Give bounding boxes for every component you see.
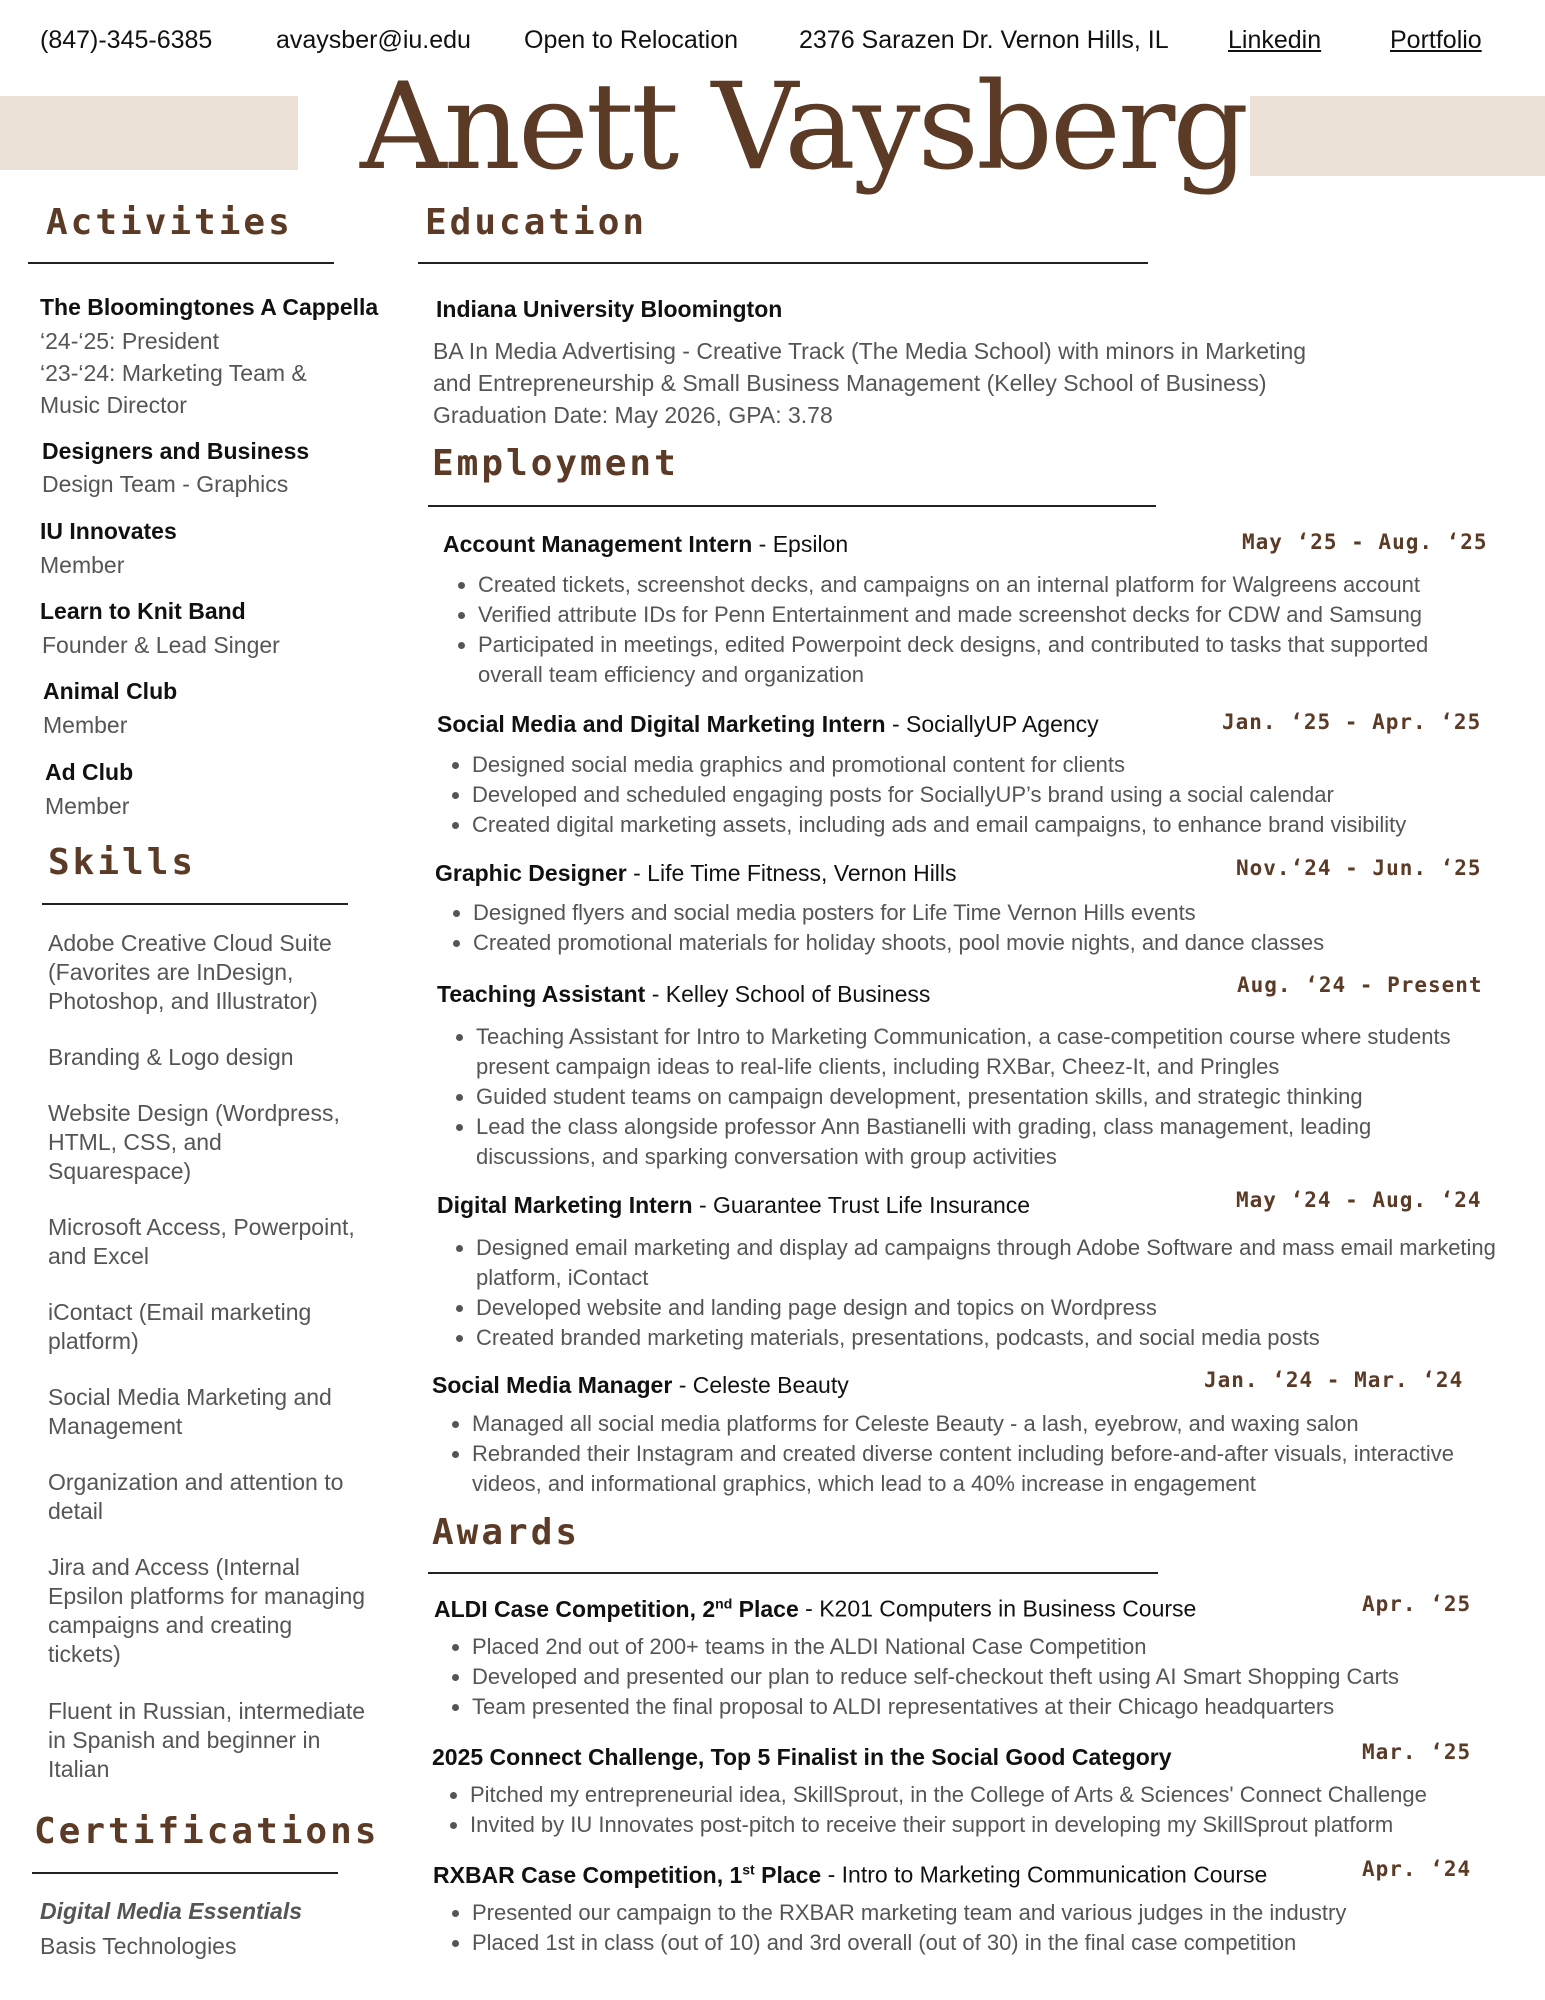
list-item: • Designed email marketing and display ad campaigns through Adobe Software and mass email marketing platform, iContact xyxy=(476,1233,1506,1293)
job-title-row xyxy=(435,860,957,887)
job-date: May ‘25 - Aug. ‘25 xyxy=(1242,530,1488,554)
list-item: • Developed and presented our plan to reduce self-checkout theft using AI Smart Shopping Carts xyxy=(472,1662,1532,1692)
activities-heading: Activities xyxy=(46,202,293,243)
job-role: Digital Marketing Intern xyxy=(437,1192,693,1218)
list-item: • Presented our campaign to the RXBAR marketing team and various judges in the industry xyxy=(472,1898,1532,1928)
skills-rule xyxy=(42,903,348,905)
certifications-rule xyxy=(32,1872,338,1874)
activity-detail: Member xyxy=(43,712,128,738)
decorative-band-left xyxy=(0,96,298,170)
job-bullets xyxy=(443,898,1533,958)
awards-heading: Awards xyxy=(432,1512,581,1553)
list-item: • Team presented the final proposal to ALDI representatives at their Chicago headquarters xyxy=(472,1692,1532,1722)
list-item: • Developed and scheduled engaging posts for SociallyUP’s brand using a social calendar xyxy=(472,780,1542,810)
activities-rule xyxy=(28,262,334,264)
list-item: • Rebranded their Instagram and created diverse content including before-and-after visuals, interactive videos, and informational graphics, which lead to a 40% increase in engagement xyxy=(472,1439,1492,1499)
school-name: Indiana University Bloomington xyxy=(436,296,783,322)
activity-name: Learn to Knit Band xyxy=(40,598,246,624)
job-role: Teaching Assistant xyxy=(437,981,646,1007)
list-item: • Invited by IU Innovates post-pitch to receive their support in developing my SkillSprout platform xyxy=(470,1810,1540,1840)
list-item: • Teaching Assistant for Intro to Marketing Communication, a case-competition course where students present campaign ideas to real-life clients, including RXBar, Cheez-It, and Pringles xyxy=(476,1022,1476,1082)
decorative-band-right xyxy=(1250,96,1545,176)
email-address[interactable]: avaysber@iu.edu xyxy=(276,26,471,54)
award-title-row xyxy=(432,1744,1172,1771)
award-date: Apr. ‘25 xyxy=(1362,1592,1472,1616)
job-date: Aug. ‘24 - Present xyxy=(1237,973,1483,997)
award-ordinal: nd xyxy=(715,1595,733,1611)
skill-item: Microsoft Access, Powerpoint, and Excel xyxy=(48,1214,355,1269)
award-place: Place xyxy=(732,1595,799,1622)
job-org: - Celeste Beauty xyxy=(672,1372,849,1398)
job-title-row xyxy=(437,1192,1030,1219)
address: 2376 Sarazen Dr. Vernon Hills, IL xyxy=(799,26,1169,54)
skill-item: Adobe Creative Cloud Suite (Favorites are InDesign, Photoshop, and Illustrator) xyxy=(48,930,332,1014)
skill-item: Branding & Logo design xyxy=(48,1044,294,1070)
education-rule xyxy=(418,262,1148,264)
job-title-row xyxy=(437,711,1099,738)
graduation-line: Graduation Date: May 2026, GPA: 3.78 xyxy=(433,402,833,428)
list-item: • Placed 1st in class (out of 10) and 3rd overall (out of 30) in the final case competition xyxy=(472,1928,1532,1958)
job-bullets xyxy=(446,1233,1506,1353)
portfolio-link[interactable]: Portfolio xyxy=(1390,26,1482,54)
list-item: • Participated in meetings, edited Powerpoint deck designs, and contributed to tasks that supported overall team efficiency and organization xyxy=(478,630,1448,690)
job-date: May ‘24 - Aug. ‘24 xyxy=(1236,1188,1482,1212)
job-date: Nov.‘24 - Jun. ‘25 xyxy=(1236,856,1482,880)
list-item: • Created digital marketing assets, including ads and email campaigns, to enhance brand visibility xyxy=(472,810,1542,840)
job-role: Social Media Manager xyxy=(432,1372,673,1398)
activity-detail: ‘23-‘24: Marketing Team & xyxy=(40,360,307,386)
activity-detail: Member xyxy=(40,552,125,578)
list-item: • Verified attribute IDs for Penn Entertainment and made screenshot decks for CDW and Samsung xyxy=(478,600,1538,630)
award-bullets xyxy=(442,1898,1532,1958)
activity-name: Designers and Business xyxy=(42,438,310,464)
award-title-row xyxy=(434,1595,1196,1623)
activity-detail: Founder & Lead Singer xyxy=(42,632,280,658)
award-bullets xyxy=(440,1780,1540,1840)
job-role: Graphic Designer xyxy=(435,860,627,886)
activity-name: IU Innovates xyxy=(40,518,177,544)
award-place: Place xyxy=(754,1861,822,1888)
job-org: - Kelley School of Business xyxy=(645,981,931,1007)
activity-name: The Bloomingtones A Cappella xyxy=(40,294,379,320)
award-org: - Intro to Marketing Communication Course xyxy=(821,1861,1268,1888)
award-title: RXBAR Case Competition, 1 xyxy=(433,1861,743,1888)
activity-name: Animal Club xyxy=(43,678,178,704)
certifications-heading: Certifications xyxy=(34,1811,380,1852)
skill-item: Jira and Access (Internal Epsilon platforms for managing campaigns and creating tickets) xyxy=(48,1554,366,1667)
skill-item: Social Media Marketing and Management xyxy=(48,1384,332,1439)
job-org: - SociallyUP Agency xyxy=(885,711,1099,737)
job-title-row xyxy=(443,531,848,558)
employment-heading: Employment xyxy=(432,443,679,484)
certification-issuer: Basis Technologies xyxy=(40,1933,237,1959)
skill-item: Organization and attention to detail xyxy=(48,1469,344,1524)
linkedin-link[interactable]: Linkedin xyxy=(1228,26,1322,54)
job-bullets xyxy=(442,1409,1492,1499)
job-org: - Epsilon xyxy=(752,531,849,557)
skill-item: Fluent in Russian, intermediate in Spanish and beginner in Italian xyxy=(48,1698,366,1782)
activity-detail: Music Director xyxy=(40,392,187,418)
job-bullets xyxy=(448,570,1538,690)
list-item: • Designed flyers and social media posters for Life Time Vernon Hills events xyxy=(473,898,1533,928)
list-item: • Created branded marketing materials, presentations, podcasts, and social media posts xyxy=(476,1323,1506,1353)
job-date: Jan. ‘25 - Apr. ‘25 xyxy=(1222,710,1482,734)
skills-heading: Skills xyxy=(48,842,197,883)
employment-rule xyxy=(428,505,1156,507)
certification-name: Digital Media Essentials xyxy=(40,1898,303,1924)
phone-number: (847)-345-6385 xyxy=(40,26,213,54)
job-bullets xyxy=(442,750,1542,840)
list-item: • Pitched my entrepreneurial idea, SkillSprout, in the College of Arts & Sciences' Connect Challenge xyxy=(470,1780,1540,1810)
job-role: Account Management Intern xyxy=(443,531,753,557)
skill-item: iContact (Email marketing platform) xyxy=(48,1299,312,1354)
activity-detail: Design Team - Graphics xyxy=(42,471,289,497)
candidate-name: Anett Vaysberg xyxy=(360,58,1247,197)
list-item: • Placed 2nd out of 200+ teams in the ALDI National Case Competition xyxy=(472,1632,1532,1662)
award-title: ALDI Case Competition, 2 xyxy=(434,1595,716,1622)
list-item: • Created promotional materials for holiday shoots, pool movie nights, and dance classes xyxy=(473,928,1533,958)
list-item: • Designed social media graphics and promotional content for clients xyxy=(472,750,1542,780)
activity-detail: Member xyxy=(45,793,130,819)
degree-line: BA In Media Advertising - Creative Track (The Media School) with minors in Marketing xyxy=(433,338,1307,364)
job-title-row xyxy=(437,981,930,1008)
job-date: Jan. ‘24 - Mar. ‘24 xyxy=(1204,1368,1464,1392)
job-org: - Life Time Fitness, Vernon Hills xyxy=(626,860,957,886)
list-item: • Managed all social media platforms for Celeste Beauty - a lash, eyebrow, and waxing salon xyxy=(472,1409,1492,1439)
activity-name: Ad Club xyxy=(45,759,134,785)
award-date: Apr. ‘24 xyxy=(1362,1857,1472,1881)
job-title-row xyxy=(432,1372,849,1399)
list-item: • Developed website and landing page design and topics on Wordpress xyxy=(476,1293,1506,1323)
education-heading: Education xyxy=(425,202,648,243)
award-bullets xyxy=(442,1632,1532,1722)
award-ordinal: st xyxy=(742,1861,755,1877)
job-org: - Guarantee Trust Life Insurance xyxy=(692,1192,1031,1218)
list-item: • Lead the class alongside professor Ann Bastianelli with grading, class management, leading discussions, and sparking conversation with group activities xyxy=(476,1112,1476,1172)
degree-line: and Entrepreneurship & Small Business Management (Kelley School of Business) xyxy=(433,370,1267,396)
job-role: Social Media and Digital Marketing Intern xyxy=(437,711,886,737)
award-org: - K201 Computers in Business Course xyxy=(798,1595,1197,1622)
list-item: • Created tickets, screenshot decks, and campaigns on an internal platform for Walgreens account xyxy=(478,570,1538,600)
list-item: • Guided student teams on campaign development, presentation skills, and strategic thinking xyxy=(476,1082,1476,1112)
award-title-row xyxy=(433,1861,1267,1889)
skill-item: Website Design (Wordpress, HTML, CSS, and Squarespace) xyxy=(48,1100,340,1184)
award-title: 2025 Connect Challenge, Top 5 Finalist in the Social Good Category xyxy=(432,1744,1172,1770)
relocation-note: Open to Relocation xyxy=(524,26,739,54)
activity-detail: ‘24-‘25: President xyxy=(40,328,219,354)
award-date: Mar. ‘25 xyxy=(1362,1740,1472,1764)
awards-rule xyxy=(428,1572,1158,1574)
job-bullets xyxy=(446,1022,1476,1172)
